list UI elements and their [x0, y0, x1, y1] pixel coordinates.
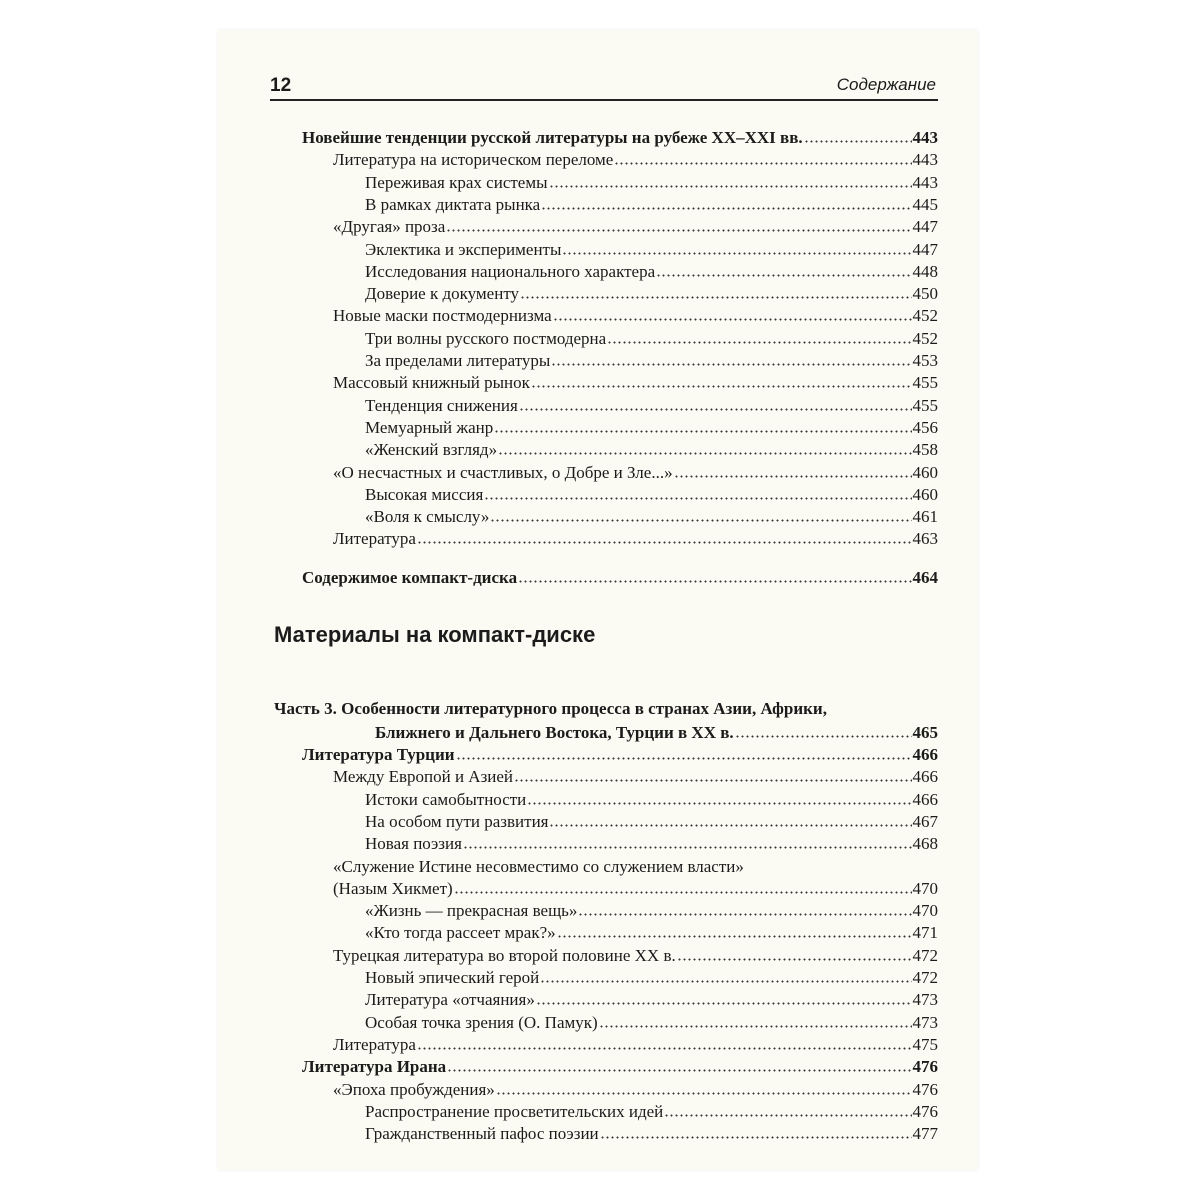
- toc-entry-title: «О несчастных и счастливых, о Добре и Зле...»: [333, 463, 673, 482]
- toc-entry-title: Литература на историческом переломе: [333, 150, 614, 169]
- toc-entry-title: Новейшие тенденции русской литературы на рубеже XX–XXI вв.: [302, 128, 803, 147]
- leader-dots: [498, 440, 911, 455]
- toc-entry-title: (Назым Хикмет): [333, 879, 453, 898]
- leader-dots: [540, 968, 911, 983]
- toc-entry-page: 476: [912, 1080, 938, 1099]
- running-title: Содержание: [836, 75, 936, 94]
- toc-entry-page: 456: [912, 418, 938, 437]
- toc-entry-page: 468: [912, 834, 938, 853]
- toc-entry-title: «Другая» проза: [333, 217, 446, 236]
- toc-entry-title: Между Европой и Азией: [333, 767, 514, 786]
- toc-entry-page: 450: [912, 284, 938, 303]
- toc-entry-title: Новая поэзия: [365, 834, 462, 853]
- leader-dots: [520, 284, 911, 299]
- leader-dots: [484, 485, 911, 500]
- leader-dots: [557, 923, 912, 938]
- toc-entry-title: Турецкая литература во второй половине XX в.: [333, 946, 676, 965]
- leader-dots: [490, 507, 911, 522]
- toc-entry: [365, 417, 938, 439]
- toc-entry-title: Доверие к документу: [365, 284, 520, 303]
- leader-dots: [677, 946, 912, 961]
- toc-entry: [365, 283, 938, 305]
- leader-dots: [527, 790, 911, 805]
- toc-entry-title: Три волны русского постмодерна: [365, 329, 607, 348]
- leader-dots: [599, 1013, 912, 1028]
- toc-entry: [333, 945, 938, 967]
- toc-entry-page: 470: [912, 879, 938, 898]
- toc-entry: [333, 1079, 938, 1101]
- leader-dots: [494, 418, 911, 433]
- toc-entry-title: Массовый книжный рынок: [333, 373, 530, 392]
- toc-entry: [365, 833, 938, 855]
- toc-entry-title: Мемуарный жанр: [365, 418, 494, 437]
- toc-entry-title: Содержимое компакт-диска: [302, 568, 518, 587]
- leader-dots: [735, 723, 912, 738]
- toc-entry-page: 448: [912, 262, 938, 281]
- leader-dots: [531, 373, 912, 388]
- toc-entry-page: 460: [912, 463, 938, 482]
- toc-entry-page: 453: [912, 351, 938, 370]
- toc-entry: [302, 744, 938, 766]
- toc-entry-page: 443: [912, 128, 938, 147]
- toc-entry: [365, 811, 938, 833]
- toc-entry-page: 473: [912, 1013, 938, 1032]
- toc-entry: [365, 484, 938, 506]
- page-header: [270, 73, 938, 101]
- toc-entry-page: 460: [912, 485, 938, 504]
- leader-dots: [496, 1080, 912, 1095]
- toc-entry-page: 466: [912, 745, 938, 764]
- toc-entry-title: Литература: [333, 529, 416, 548]
- toc-entry: [365, 506, 938, 528]
- toc-entry-title: Особая точка зрения (О. Памук): [365, 1013, 598, 1032]
- toc-entry: [333, 1034, 938, 1056]
- toc-entry: [365, 900, 938, 922]
- toc-entry-title: «Воля к смыслу»: [365, 507, 490, 526]
- leader-dots: [446, 217, 911, 232]
- toc-entry: [365, 261, 938, 283]
- leader-dots: [562, 240, 911, 255]
- toc-entry-title: Литература Ирана: [302, 1057, 447, 1076]
- toc-entry-page: 452: [912, 329, 938, 348]
- toc-entry-title: За пределами литературы: [365, 351, 551, 370]
- toc-entry: [333, 216, 938, 238]
- toc-entry-page: 473: [912, 990, 938, 1009]
- leader-dots: [600, 1124, 912, 1139]
- leader-dots: [607, 329, 911, 344]
- leader-dots: [417, 1035, 912, 1050]
- part-title-text: Ближнего и Дальнего Востока, Турции в XX в.: [375, 723, 734, 742]
- leader-dots: [456, 745, 912, 760]
- toc-entry-page: 455: [912, 396, 938, 415]
- toc-entry-page: 447: [912, 217, 938, 236]
- toc-entry-page: 467: [912, 812, 938, 831]
- leader-dots: [804, 128, 912, 143]
- toc-entry-title: «Эпоха пробуждения»: [333, 1080, 495, 1099]
- toc-entry-page: 472: [912, 968, 938, 987]
- toc-entry: [333, 149, 938, 171]
- leader-dots: [614, 150, 911, 165]
- leader-dots: [447, 1057, 911, 1072]
- leader-dots: [664, 1102, 911, 1117]
- leader-dots: [549, 173, 912, 188]
- book-page: [218, 30, 978, 1170]
- toc-entry-page: 461: [912, 507, 938, 526]
- toc-entry-title: «Женский взгляд»: [365, 440, 498, 459]
- toc-entry-page: 463: [912, 529, 938, 548]
- toc-entry-page: 475: [912, 1035, 938, 1054]
- leader-dots: [519, 396, 912, 411]
- toc-entry: [302, 127, 938, 149]
- leader-dots: [551, 351, 911, 366]
- toc-entry-page: 470: [912, 901, 938, 920]
- toc-entry-title: «Жизнь — прекрасная вещь»: [365, 901, 578, 920]
- toc-entry: [365, 172, 938, 194]
- toc-entry: [365, 1012, 938, 1034]
- part-title-line1: Часть 3. Особенности литературного процесса в странах Азии, Африки,: [274, 699, 827, 718]
- toc-entry: [365, 789, 938, 811]
- toc-entry: [365, 989, 938, 1011]
- cd-materials-heading: Материалы на компакт-диске: [274, 622, 596, 647]
- leader-dots: [536, 990, 912, 1005]
- toc-entry: [365, 439, 938, 461]
- toc-entry-page: 471: [912, 923, 938, 942]
- toc-entry-page: 477: [912, 1124, 938, 1143]
- toc-entry: [333, 528, 938, 550]
- toc-entry: [302, 567, 938, 589]
- toc-entry-title: Исследования национального характера: [365, 262, 656, 281]
- leader-dots: [578, 901, 911, 916]
- toc-entry-page: 443: [912, 173, 938, 192]
- toc-entry-title: «Кто тогда рассеет мрак?»: [365, 923, 556, 942]
- toc-entry-page: 447: [912, 240, 938, 259]
- leader-dots: [454, 879, 912, 894]
- toc-entry: [302, 1056, 938, 1078]
- toc-entry: [365, 328, 938, 350]
- page-number: 12: [270, 75, 292, 96]
- toc-entry: «Служение Истине несовместимо со служением власти»: [333, 857, 744, 876]
- toc-entry-title: Новые маски постмодернизма: [333, 306, 552, 325]
- toc-entry-title: На особом пути развития: [365, 812, 549, 831]
- toc-entry-title: Литература: [333, 1035, 416, 1054]
- toc-entry-title: В рамках диктата рынка: [365, 195, 541, 214]
- toc-entry: [365, 922, 938, 944]
- leader-dots: [514, 767, 911, 782]
- toc-entry-title: Новый эпический герой: [365, 968, 540, 987]
- leader-dots: [518, 568, 911, 583]
- toc-entry: [333, 462, 938, 484]
- toc-entry: [365, 350, 938, 372]
- toc-entry-title: Высокая миссия: [365, 485, 484, 504]
- leader-dots: [541, 195, 911, 210]
- toc-entry: [333, 372, 938, 394]
- toc-entry-page: 476: [912, 1102, 938, 1121]
- toc-entry: [365, 967, 938, 989]
- toc-entry-page: 458: [912, 440, 938, 459]
- leader-dots: [674, 463, 912, 478]
- toc-entry-title: Литература Турции: [302, 745, 455, 764]
- toc-entry: [333, 766, 938, 788]
- toc-entry-page: 472: [912, 946, 938, 965]
- leader-dots: [417, 529, 912, 544]
- toc-entry-title: Литература «отчаяния»: [365, 990, 535, 1009]
- toc-entry: [333, 878, 938, 900]
- toc-entry: [365, 194, 938, 216]
- toc-entry: [365, 395, 938, 417]
- toc-entry: [365, 1123, 938, 1145]
- toc-entry-title: Гражданственный пафос поэзии: [365, 1124, 599, 1143]
- leader-dots: [549, 812, 911, 827]
- toc-entry-page: 443: [912, 150, 938, 169]
- toc-entry-page: 452: [912, 306, 938, 325]
- leader-dots: [656, 262, 911, 277]
- toc-entry-title: Истоки самобытности: [365, 790, 527, 809]
- part-title-line2: [375, 722, 938, 744]
- toc-entry-page: 466: [912, 767, 938, 786]
- toc-entry-title: Распространение просветительских идей: [365, 1102, 664, 1121]
- toc-entry-page: 455: [912, 373, 938, 392]
- toc-entry-title: Тенденция снижения: [365, 396, 518, 415]
- toc-entry: [333, 305, 938, 327]
- leader-dots: [553, 306, 912, 321]
- toc-entry-page: 445: [912, 195, 938, 214]
- toc-entry-page: 466: [912, 790, 938, 809]
- toc-entry-title: Переживая крах системы: [365, 173, 548, 192]
- toc-entry-page: 476: [912, 1057, 938, 1076]
- toc-entry: [365, 1101, 938, 1123]
- toc-entry-page: 464: [912, 568, 938, 587]
- leader-dots: [463, 834, 912, 849]
- part-title-page: 465: [912, 723, 938, 742]
- toc-entry: [365, 239, 938, 261]
- toc-entry-title: Эклектика и эксперименты: [365, 240, 562, 259]
